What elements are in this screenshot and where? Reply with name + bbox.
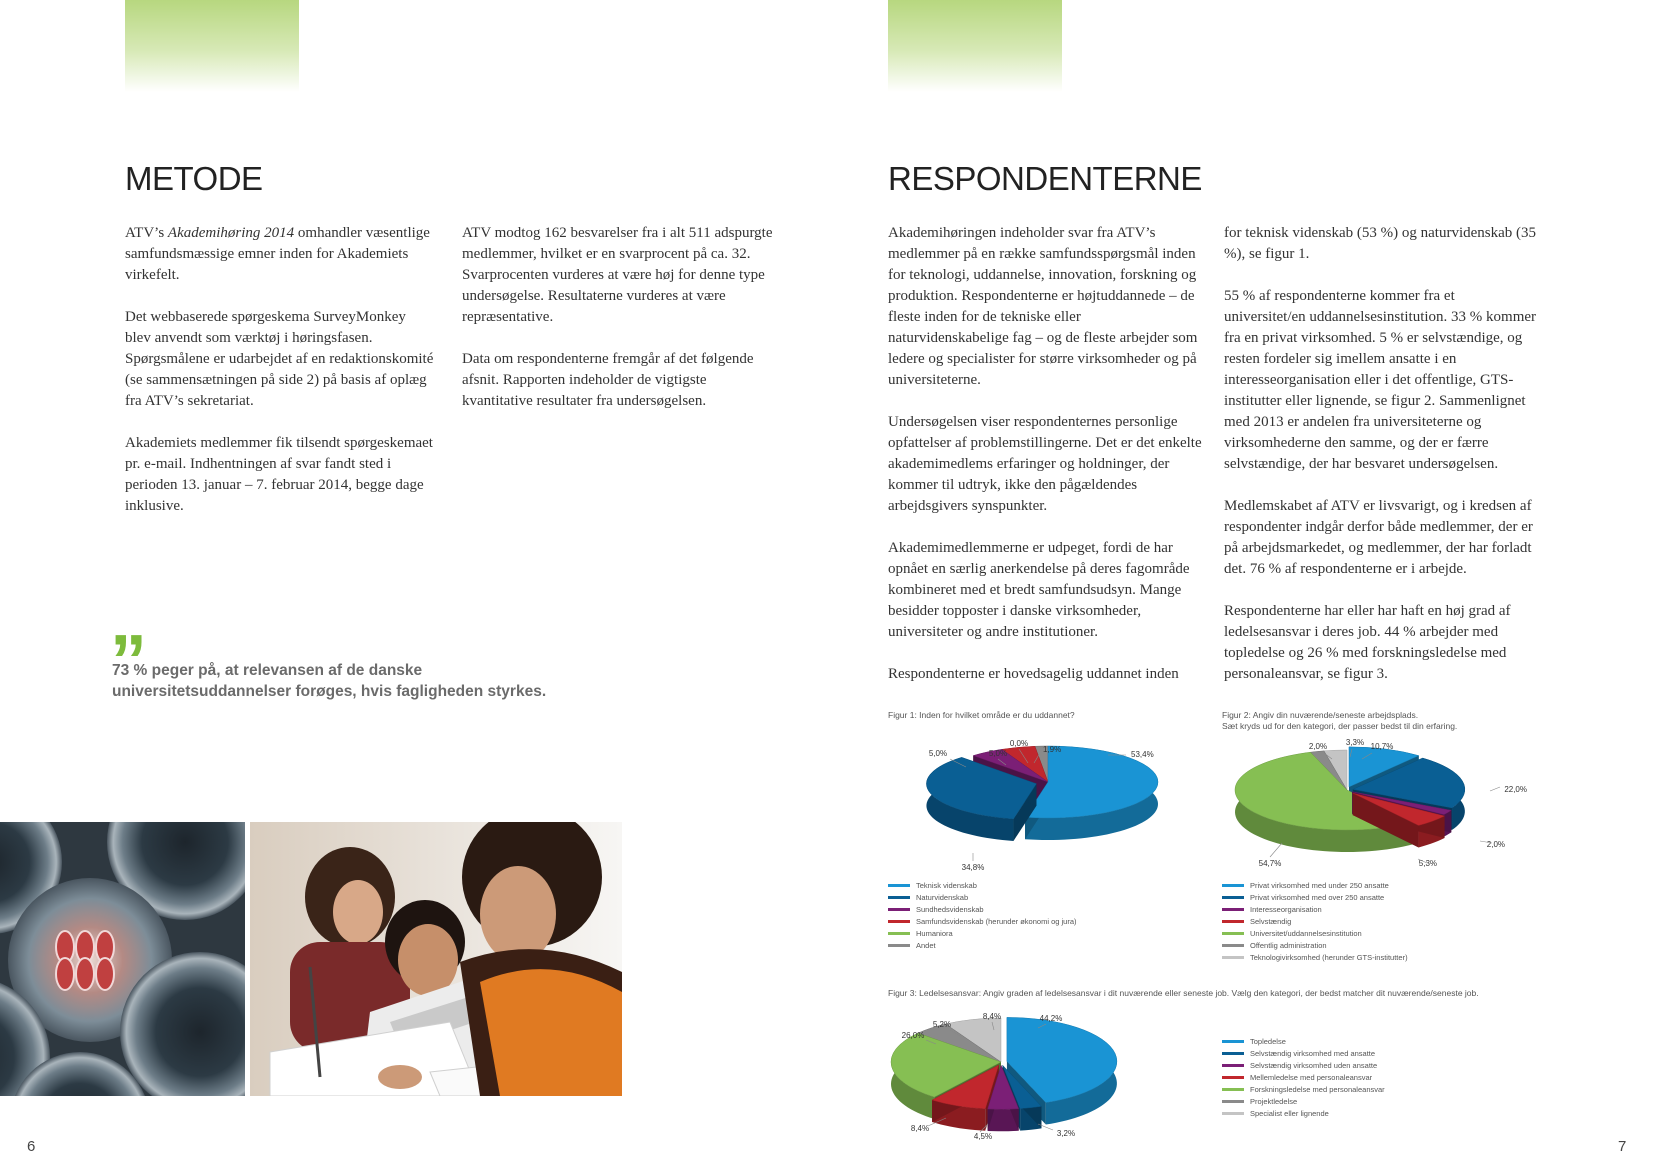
legend-item <box>1222 1059 1385 1071</box>
data-label: 2,0% <box>1308 742 1328 751</box>
metode-paragraph-2: Det webbaserede spørgeskema SurveyMonkey blev anvendt som værktøj i høringsfasen. Spørgsmålene er udarbejdet af en redaktionskomité (se sammensætningen på side 2) på basis af oplæg fra ATV’s sekretariat. <box>125 309 434 409</box>
legend-swatch <box>1222 932 1244 935</box>
metode-paragraph-4: ATV modtog 162 besvarelser fra i alt 511 adspurgte medlemmer, hvilket er en svarprocent på ca. 32. Svarprocenten vurderes at være høj for denne type undersøgelse. Resultaterne vurderes at være repræsentative. <box>462 225 773 325</box>
legend-swatch <box>1222 1040 1244 1043</box>
data-label: 22,0% <box>1504 785 1527 794</box>
legend-swatch <box>1222 1100 1244 1103</box>
data-label: 5,2% <box>932 1020 952 1029</box>
legend-label: Samfundsvidenskab (herunder økonomi og jura) <box>916 916 1077 926</box>
legend-item <box>888 879 1077 891</box>
legend-swatch <box>1222 884 1244 887</box>
data-label: 44,2% <box>1039 1014 1063 1023</box>
legend-item <box>1222 1035 1385 1047</box>
legend-label: Privat virksomhed med under 250 ansatte <box>1250 880 1389 890</box>
data-label: 2,0% <box>1486 840 1505 849</box>
legend-item <box>1222 891 1408 903</box>
legend-item <box>888 915 1077 927</box>
legend-swatch <box>888 944 910 947</box>
legend-swatch <box>888 908 910 911</box>
page-title-metode: METODE <box>125 160 263 197</box>
legend-swatch <box>888 920 910 923</box>
green-header-bar-right <box>888 0 1062 92</box>
respondenterne-paragraph-2: Undersøgelsen viser respondenternes personlige opfattelser af problemstillingerne. Det er det enkelte akademimedlems erfaringer og holdninger, der kommer til udtryk, ikke den pågældendes arbejdsgivers synspunkter. <box>888 414 1202 514</box>
figure-3-pie-chart <box>888 1000 1188 1140</box>
metode-column-2 <box>462 223 774 433</box>
legend-label: Naturvidenskab <box>916 892 969 902</box>
legend-swatch <box>1222 944 1244 947</box>
legend-item <box>1222 1095 1385 1107</box>
legend-item <box>1222 939 1408 951</box>
figure-1-pie-chart <box>888 725 1228 875</box>
respondenterne-paragraph-5: for teknisk videnskab (53 %) og naturvidenskab (35 %), se figur 1. <box>1224 225 1537 262</box>
data-label: 54,7% <box>1258 859 1282 868</box>
legend-item <box>1222 927 1408 939</box>
legend-label: Specialist eller lignende <box>1250 1108 1329 1118</box>
page-number-right: 7 <box>1618 1138 1627 1155</box>
legend-label: Selvstændig virksomhed med ansatte <box>1250 1048 1376 1058</box>
pull-quote: 73 % peger på, at relevansen af de danske universitetsuddannelser forøges, hvis fagligheden styrkes. <box>112 662 547 700</box>
legend-swatch <box>1222 1076 1244 1079</box>
respondenterne-column-1 <box>888 223 1203 706</box>
figure-2-legend <box>1222 879 1408 963</box>
legend-item <box>888 939 1077 951</box>
metode-paragraph-5: Data om respondenterne fremgår af det følgende afsnit. Rapporten indeholder de vigtigste kvantitative resultater fra undersøgelsen. <box>462 351 754 409</box>
figure-2-caption <box>1222 710 1457 732</box>
metode-paragraph-3: Akademiets medlemmer fik tilsendt spørgeskemaet pr. e-mail. Indhentningen af svar fandt sted i perioden 13. januar – 7. februar 2014, begge dage inklusive. <box>125 435 433 514</box>
legend-item <box>888 891 1077 903</box>
figure-2-title: Figur 2: Angiv din nuværende/seneste arbejdsplads. <box>1222 710 1419 720</box>
legend-swatch <box>1222 956 1244 959</box>
legend-label: Mellemledelse med personaleansvar <box>1250 1072 1373 1082</box>
data-label: 34,8% <box>961 863 985 872</box>
label-leader-line <box>1490 787 1500 791</box>
legend-swatch <box>1222 1112 1244 1115</box>
legend-label: Forskningsledelse med personaleansvar <box>1250 1084 1385 1094</box>
legend-label: Selvstændig <box>1250 916 1292 926</box>
respondenterne-paragraph-8: Respondenterne har eller har haft en høj grad af ledelsesansvar i deres job. 44 % arbejder med topledelse og 26 % med forskningsledelse med personaleansvar, se figur 3. <box>1224 603 1511 682</box>
metode-paragraph-1: ATV’s Akademihøring 2014 omhandler væsentlige samfundsmæssige emner inden for Akademiets virkefelt. <box>125 225 430 283</box>
figure-3-caption: Figur 3: Ledelsesansvar: Angiv graden af ledelsesansvar i dit nuværende eller seneste job. Vælg den kategori, der bedst matcher dit nuværende/seneste job. <box>888 988 1479 998</box>
legend-item <box>1222 903 1408 915</box>
figure-3-legend <box>1222 1035 1385 1119</box>
legend-swatch <box>888 932 910 935</box>
legend-label: Offentlig administration <box>1250 940 1327 950</box>
pipes-photo <box>0 822 245 1096</box>
data-label: 4,5% <box>973 1132 993 1140</box>
legend-label: Projektledelse <box>1250 1096 1298 1106</box>
data-label: 3,2% <box>1056 1129 1076 1138</box>
students-photo <box>250 822 622 1096</box>
data-label: 1,9% <box>1043 745 1062 754</box>
legend-item <box>1222 1047 1385 1059</box>
data-label: 0,0% <box>1009 739 1029 748</box>
legend-item <box>1222 915 1408 927</box>
metode-column-1 <box>125 223 435 538</box>
legend-label: Teknologivirksomhed (herunder GTS-institutter) <box>1250 952 1408 962</box>
respondenterne-paragraph-3: Akademimedlemmerne er udpeget, fordi de har opnået en særlig anerkendelse på deres fagområde kombineret med et bredt samfundsudsyn. Mange besidder topposter i danske virksomheder, universiteter og andre institutioner. <box>888 540 1190 640</box>
legend-item <box>1222 879 1408 891</box>
legend-swatch <box>1222 1052 1244 1055</box>
data-label: 5,3% <box>1418 859 1437 868</box>
legend-label: Selvstændig virksomhed uden ansatte <box>1250 1060 1378 1070</box>
respondenterne-paragraph-6: 55 % af respondenterne kommer fra et universitet/en uddannelsesinstitution. 33 % kommer fra en privat virksomhed. 5 % er selvstændige, og resten fordeler sig imellem ansatte i en interesseorganisation eller i det offentlige, GTS-institutter eller lignende, se figur 2. Sammenlignet med 2013 er andelen fra universiteterne og virksomhederne den samme, og der er færre selvstændige, der har besvaret undersøgelsen. <box>1224 288 1537 472</box>
data-label: 5,0% <box>928 749 948 758</box>
figure-1-legend <box>888 879 1077 951</box>
legend-swatch <box>888 896 910 899</box>
respondenterne-paragraph-7: Medlemskabet af ATV er livsvarigt, og i kredsen af respondenter indgår derfor både medlemmer, der er på arbejdsmarkedet, og medlemmer, der har forladt det. 76 % af respondenterne er i arbejde. <box>1224 498 1533 577</box>
legend-label: Topledelse <box>1250 1036 1286 1046</box>
legend-swatch <box>1222 1064 1244 1067</box>
legend-label: Sundhedsvidenskab <box>916 904 984 914</box>
figure-2-pie-chart <box>1222 735 1562 875</box>
legend-label: Interesseorganisation <box>1250 904 1322 914</box>
legend-label: Humaniora <box>916 928 953 938</box>
figure-1-caption: Figur 1: Inden for hvilket område er du uddannet? <box>888 710 1075 720</box>
data-label: 8,4% <box>982 1012 1002 1021</box>
legend-label: Andet <box>916 940 936 950</box>
legend-item <box>1222 1071 1385 1083</box>
data-label: 53,4% <box>1131 750 1154 759</box>
data-label: 10,7% <box>1370 742 1394 751</box>
legend-label: Universitet/uddannelsesinstitution <box>1250 928 1362 938</box>
respondenterne-column-2 <box>1224 223 1539 706</box>
legend-item <box>888 927 1077 939</box>
legend-swatch <box>888 884 910 887</box>
page-title-respondenterne: RESPONDENTERNE <box>888 160 1202 197</box>
legend-swatch <box>1222 1088 1244 1091</box>
legend-item <box>888 903 1077 915</box>
legend-label: Teknisk videnskab <box>916 880 977 890</box>
legend-swatch <box>1222 920 1244 923</box>
legend-label: Privat virksomhed med over 250 ansatte <box>1250 892 1385 902</box>
page-number-left: 6 <box>27 1138 36 1155</box>
data-label: 5,0% <box>988 749 1008 758</box>
legend-swatch <box>1222 896 1244 899</box>
figure-2-subtitle: Sæt kryds ud for den kategori, der passer bedst til din erfaring. <box>1222 721 1458 731</box>
data-label: 3,3% <box>1345 738 1365 747</box>
data-label: 26,0% <box>901 1031 925 1040</box>
data-label: 8,4% <box>910 1124 930 1133</box>
label-leader-line <box>1270 843 1282 857</box>
legend-swatch <box>1222 908 1244 911</box>
respondenterne-paragraph-4: Respondenterne er hovedsagelig uddannet inden <box>888 666 1179 682</box>
legend-item <box>1222 1107 1385 1119</box>
legend-item <box>1222 1083 1385 1095</box>
green-header-bar-left <box>125 0 299 92</box>
legend-item <box>1222 951 1408 963</box>
respondenterne-paragraph-1: Akademihøringen indeholder svar fra ATV’s medlemmer på en række samfundsspørgsmål inden for teknologi, uddannelse, innovation, forskning og produktion. Respondenterne er højtuddannede – de fleste inden for de tekniske eller naturvidenskabelige fag – og de fleste arbejder som ledere og specialister for større virksomheder og på universiteterne. <box>888 225 1198 388</box>
quote-mark-icon: ” <box>110 619 147 702</box>
